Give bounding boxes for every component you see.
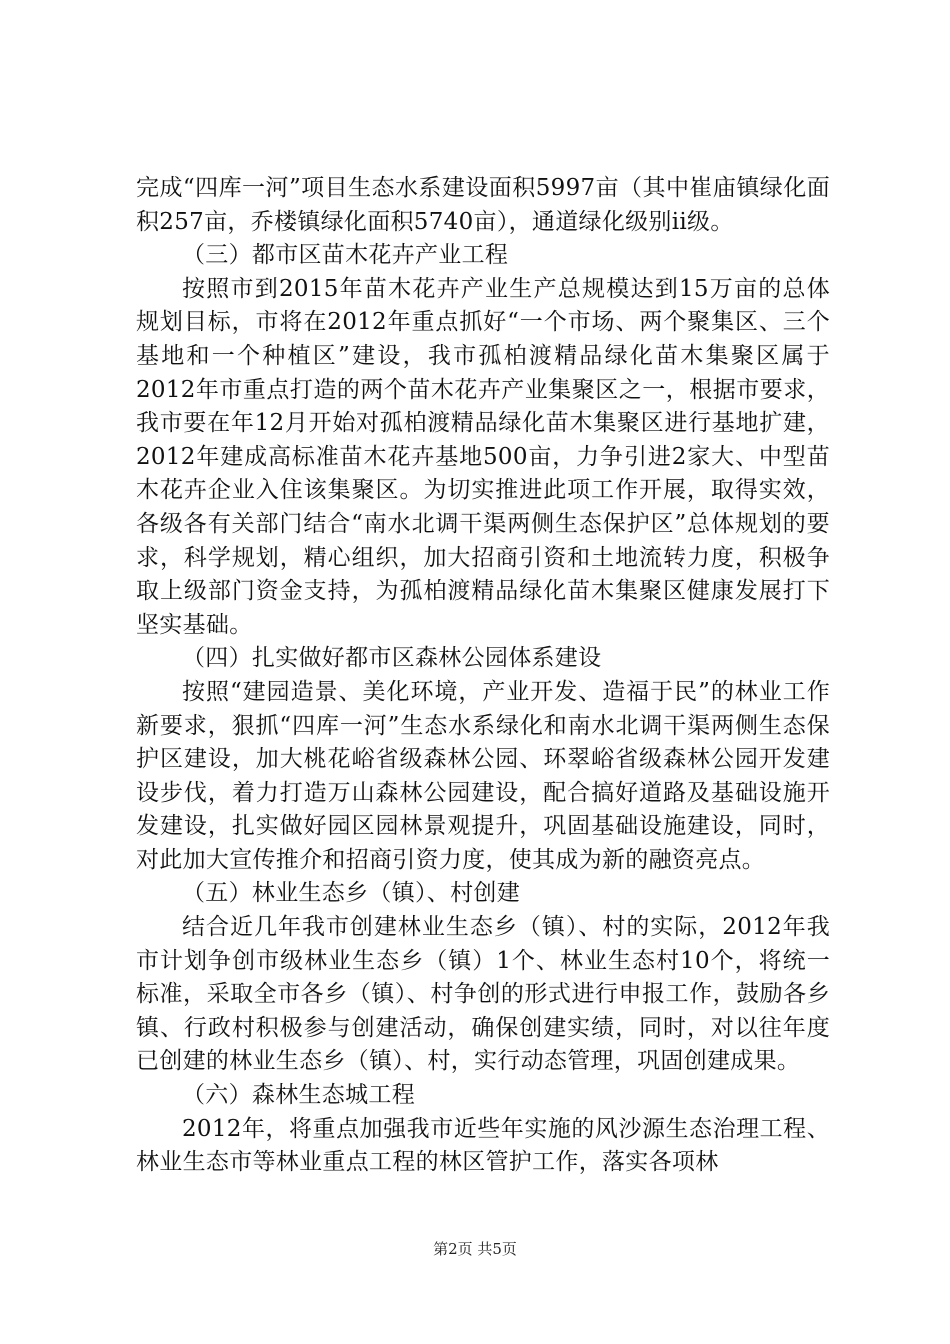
section-heading-6: （六）森林生态城工程 <box>182 1082 415 1109</box>
page-number-footer: 第2页 共5页 <box>433 1240 517 1258</box>
paragraph-section-6: 2012年，将重点加强我市近些年实施的风沙源生态治理工程、林业生态市等林业重点工程的林区管护工作，落实各项林 <box>136 1115 830 1176</box>
section-heading-4: （四）扎实做好都市区森林公园体系建设 <box>182 645 602 672</box>
paragraph-section-3: 按照市到2015年苗木花卉产业生产总规模达到15万亩的总体规划目标，市将在2012年重点抓好“一个市场、两个聚集区、三个基地和一个种植区”建设，我市孤柏渡精品绿化苗木集聚区属于2012年市重点打造的两个苗木花卉产业集聚区之一，根据市要求，我市要在年12月开始对孤柏渡精品绿化苗木集聚区进行基地扩建，2012年建成高标准苗木花卉基地500亩，力争引进2家大、中型苗木花卉企业入住该集聚区。为切实推进此项工作开展，取得实效，各级各有关部门结合“南水北调干渠两侧生态保护区”总体规划的要求，科学规划，精心组织，加大招商引资和土地流转力度，积极争取上级部门资金支持，为孤柏渡精品绿化苗木集聚区健康发展打下坚实基础。 <box>136 275 830 638</box>
paragraph-section-5: 结合近几年我市创建林业生态乡（镇）、村的实际，2012年我市计划争创市级林业生态乡（镇）1个、林业生态村10个，将统一标准，采取全市各乡（镇）、村争创的形式进行申报工作，鼓励各乡镇、行政村积极参与创建活动，确保创建实绩，同时，对以往年度已创建的林业生态乡（镇）、村，实行动态管理，巩固创建成果。 <box>136 914 830 1075</box>
section-heading-5: （五）林业生态乡（镇）、村创建 <box>182 880 520 907</box>
document-body <box>136 172 830 1180</box>
paragraph-continuation: 完成“四库一河”项目生态水系建设面积5997亩（其中崔庙镇绿化面积257亩，乔楼镇绿化面积5740亩），通道绿化级别ii级。 <box>136 175 830 235</box>
section-heading-3: （三）都市区苗木花卉产业工程 <box>182 242 509 269</box>
paragraph-section-4: 按照“建园造景、美化环境，产业开发、造福于民”的林业工作新要求，狠抓“四库一河”生态水系绿化和南水北调干渠两侧生态保护区建设，加大桃花峪省级森林公园、环翠峪省级森林公园开发建设步伐，着力打造万山森林公园建设，配合搞好道路及基础设施开发建设，扎实做好园区园林景观提升，巩固基础设施建设，同时，对此加大宣传推介和招商引资力度，使其成为新的融资亮点。 <box>136 678 830 873</box>
